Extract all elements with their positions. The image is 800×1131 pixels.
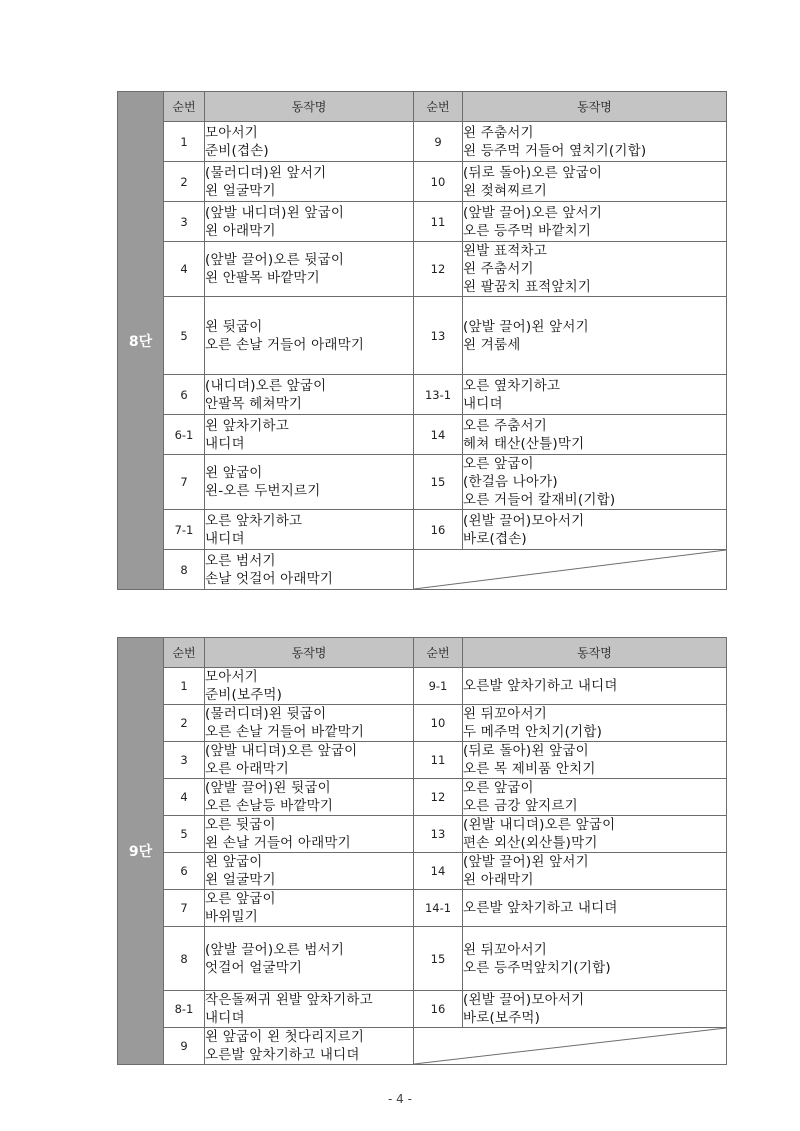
movement-line: 내디뎌: [205, 1010, 245, 1026]
movement-name: [205, 1028, 414, 1065]
movement-name: [463, 890, 727, 927]
movement-line: 내디뎌: [205, 435, 245, 452]
step-number: 1: [164, 122, 205, 162]
step-number: 4: [164, 242, 205, 297]
table-row: [118, 455, 727, 510]
step-number: 14-1: [414, 890, 463, 927]
movement-name: [463, 242, 727, 297]
table-row: [118, 510, 727, 550]
table-row: [118, 375, 727, 415]
movement-line: 오른발 앞차기하고 내디뎌: [205, 1047, 360, 1063]
step-number: 11: [414, 742, 463, 779]
movement-name: [463, 853, 727, 890]
movement-name: [205, 668, 414, 705]
movement-line: 작은돌쩌귀 왼발 앞차기하고: [205, 992, 373, 1008]
step-number: 8: [164, 927, 205, 991]
step-number: 8-1: [164, 991, 205, 1028]
step-number: 10: [414, 705, 463, 742]
step-number: 5: [164, 297, 205, 375]
movement-line: 오른 앞굽이: [205, 891, 276, 907]
movement-name: [205, 162, 414, 202]
movement-name: [463, 816, 727, 853]
header-num: 순번: [164, 638, 205, 668]
movement-name: [463, 991, 727, 1028]
movement-line: 왼 뒤꼬아서기: [463, 706, 547, 722]
table-row: [118, 927, 727, 991]
movement-name: [205, 510, 414, 550]
movement-line: 왼 앞굽이: [205, 854, 263, 870]
header-name: 동작명: [205, 92, 414, 122]
movement-line: 내디뎌: [205, 530, 245, 547]
movement-name: [205, 991, 414, 1028]
step-number: 1: [164, 668, 205, 705]
table-row: [118, 415, 727, 455]
header-name: 동작명: [463, 92, 727, 122]
movement-line: 오른 거들어 칼재비(기합): [463, 492, 616, 508]
movement-name: [205, 779, 414, 816]
step-number: 9: [164, 1028, 205, 1065]
movement-name: [463, 455, 727, 510]
movement-line: (내디뎌)오른 앞굽이: [205, 377, 327, 394]
movement-line: 오른 앞굽이: [463, 780, 534, 796]
movement-line: 오른 손날 거들어 아래막기: [205, 336, 365, 353]
movement-line: 왼 아래막기: [205, 222, 276, 239]
movement-line: 오른 목 제비품 안치기: [463, 761, 596, 777]
movement-name: [205, 202, 414, 242]
step-number: 11: [414, 202, 463, 242]
movement-line: 왼 주춤서기: [463, 124, 534, 141]
movement-line: 오른 아래막기: [205, 761, 289, 777]
movement-line: (왼발 끌어)모아서기: [463, 992, 585, 1008]
empty-cell: [414, 550, 727, 590]
table-row: [118, 162, 727, 202]
movement-line: (앞발 끌어)왼 앞서기: [463, 854, 589, 870]
table-row: [118, 816, 727, 853]
header-num: 순번: [414, 92, 463, 122]
movement-name: [205, 242, 414, 297]
table-row: [118, 991, 727, 1028]
movement-line: (뒤로 돌아)왼 앞굽이: [463, 743, 589, 759]
movement-name: [463, 202, 727, 242]
movement-name: [463, 927, 727, 991]
movement-line: 왼 얼굴막기: [205, 182, 276, 199]
movement-line: 왼 앞굽이: [205, 465, 263, 481]
movement-line: 왼 뒷굽이: [205, 318, 263, 335]
step-number: 4: [164, 779, 205, 816]
movement-line: (앞발 끌어)오른 앞서기: [463, 204, 603, 221]
table-row: [118, 297, 727, 375]
movement-line: 오른발 앞차기하고 내디뎌: [463, 678, 618, 694]
movement-line: 내디뎌: [463, 395, 503, 412]
table-row: [118, 742, 727, 779]
step-number: 14: [414, 415, 463, 455]
rank-label: 8단: [118, 92, 164, 590]
page-number: - 4 -: [388, 1092, 412, 1106]
movement-name: [205, 415, 414, 455]
header-row: [118, 92, 727, 122]
movement-line: 오른 손날 거들어 바깥막기: [205, 724, 365, 740]
step-number: 6: [164, 375, 205, 415]
table-row: [118, 550, 727, 590]
movement-line: 바로(보주먹): [463, 1010, 541, 1026]
step-number: 16: [414, 510, 463, 550]
movement-line: 모아서기: [205, 124, 258, 141]
movement-line: (앞발 내디뎌)오른 앞굽이: [205, 743, 358, 759]
step-number: 9: [414, 122, 463, 162]
movement-line: 왼발 표적차고: [463, 243, 547, 259]
movement-name: [205, 816, 414, 853]
movement-line: (물러디뎌)왼 뒷굽이: [205, 706, 327, 722]
movement-line: (물러디뎌)왼 앞서기: [205, 164, 327, 181]
movement-line: 왼 겨룸세: [463, 336, 521, 353]
movement-line: 편손 외산(외산틀)막기: [463, 835, 598, 851]
movement-line: (한걸음 나아가): [463, 474, 558, 490]
movement-line: 바로(겹손): [463, 530, 527, 547]
step-number: 7-1: [164, 510, 205, 550]
step-number: 6-1: [164, 415, 205, 455]
header-name: 동작명: [205, 638, 414, 668]
movement-name: [463, 510, 727, 550]
movement-line: 왼 주춤서기: [463, 261, 534, 277]
step-number: 12: [414, 242, 463, 297]
movement-name: [463, 162, 727, 202]
step-number: 8: [164, 550, 205, 590]
movement-name: [463, 297, 727, 375]
movement-line: 안팔목 헤쳐막기: [205, 395, 303, 412]
header-row: [118, 638, 727, 668]
movement-name: [463, 668, 727, 705]
movement-name: [205, 742, 414, 779]
movement-name: [205, 890, 414, 927]
movement-name: [205, 297, 414, 375]
movement-line: 모아서기: [205, 669, 258, 685]
movement-line: 왼 앞차기하고: [205, 417, 289, 434]
step-number: 7: [164, 455, 205, 510]
movement-line: 바위밀기: [205, 909, 258, 925]
form-table-9dan: [117, 637, 727, 1065]
movement-line: 오른 앞굽이: [463, 456, 534, 472]
form-table-8dan: [117, 91, 727, 590]
movement-line: 헤쳐 태산(산틀)막기: [463, 435, 585, 452]
rank-label: 9단: [118, 638, 164, 1065]
step-number: 13-1: [414, 375, 463, 415]
table-row: [118, 853, 727, 890]
movement-line: 준비(보주먹): [205, 687, 283, 703]
movement-name: [205, 550, 414, 590]
movement-line: 왼 젖혀찌르기: [463, 182, 547, 199]
table-row: [118, 779, 727, 816]
movement-line: 왼 손날 거들어 아래막기: [205, 835, 351, 851]
movement-line: 두 메주먹 안치기(기합): [463, 724, 603, 740]
movement-name: [463, 779, 727, 816]
movement-name: [463, 705, 727, 742]
movement-name: [205, 927, 414, 991]
movement-line: 왼 뒤꼬아서기: [463, 941, 547, 958]
movement-line: (앞발 끌어)왼 뒷굽이: [205, 780, 331, 796]
table-row: [118, 1028, 727, 1065]
movement-line: 왼 안팔목 바깥막기: [205, 270, 320, 286]
movement-line: 엇걸어 얼굴막기: [205, 959, 303, 976]
movement-name: [463, 742, 727, 779]
movement-line: 오른발 앞차기하고 내디뎌: [463, 900, 618, 916]
movement-line: (앞발 내디뎌)왼 앞굽이: [205, 204, 345, 221]
empty-cell: [414, 1028, 727, 1065]
movement-line: 왼-오른 두번지르기: [205, 483, 321, 499]
step-number: 16: [414, 991, 463, 1028]
table-row: [118, 890, 727, 927]
movement-line: 왼 앞굽이 왼 첫다리지르기: [205, 1029, 365, 1045]
step-number: 2: [164, 162, 205, 202]
movement-line: 왼 얼굴막기: [205, 872, 276, 888]
movement-line: (왼발 내디뎌)오른 앞굽이: [463, 817, 616, 833]
movement-line: 오른 앞차기하고: [205, 512, 303, 529]
movement-line: (뒤로 돌아)오른 앞굽이: [463, 164, 603, 181]
movement-line: 왼 등주먹 거들어 옆치기(기합): [463, 142, 647, 159]
table-row: [118, 705, 727, 742]
step-number: 2: [164, 705, 205, 742]
step-number: 6: [164, 853, 205, 890]
movement-line: 오른 등주먹 바깥치기: [463, 222, 592, 239]
step-number: 5: [164, 816, 205, 853]
table-row: [118, 242, 727, 297]
header-name: 동작명: [463, 638, 727, 668]
movement-line: 오른 등주먹앞치기(기합): [463, 959, 611, 976]
header-num: 순번: [164, 92, 205, 122]
step-number: 13: [414, 816, 463, 853]
movement-name: [463, 122, 727, 162]
step-number: 3: [164, 202, 205, 242]
step-number: 3: [164, 742, 205, 779]
table-row: [118, 122, 727, 162]
step-number: 15: [414, 927, 463, 991]
step-number: 9-1: [414, 668, 463, 705]
movement-line: 오른 옆차기하고: [463, 377, 561, 394]
movement-name: [205, 455, 414, 510]
movement-line: 오른 손날등 바깥막기: [205, 798, 334, 814]
step-number: 15: [414, 455, 463, 510]
movement-line: 오른 주춤서기: [463, 417, 547, 434]
step-number: 10: [414, 162, 463, 202]
step-number: 12: [414, 779, 463, 816]
movement-line: 오른 금강 앞지르기: [463, 798, 578, 814]
movement-name: [205, 375, 414, 415]
movement-line: 왼 팔꿈치 표적앞치기: [463, 279, 592, 295]
diagonal-line: [414, 550, 726, 589]
movement-name: [205, 853, 414, 890]
movement-line: 오른 뒷굽이: [205, 817, 276, 833]
header-num: 순번: [414, 638, 463, 668]
movement-line: 손날 엇걸어 아래막기: [205, 570, 334, 587]
movement-line: 왼 아래막기: [463, 872, 534, 888]
movement-name: [205, 122, 414, 162]
movement-line: (앞발 끌어)왼 앞서기: [463, 318, 589, 335]
movement-name: [463, 415, 727, 455]
step-number: 14: [414, 853, 463, 890]
movement-line: (앞발 끌어)오른 뒷굽이: [205, 252, 345, 268]
table-row: [118, 202, 727, 242]
movement-line: 준비(겹손): [205, 142, 269, 159]
table-row: [118, 668, 727, 705]
movement-name: [463, 375, 727, 415]
diagonal-line: [414, 1028, 726, 1064]
movement-line: 오른 범서기: [205, 552, 276, 569]
movement-line: (왼발 끌어)모아서기: [463, 512, 585, 529]
step-number: 13: [414, 297, 463, 375]
movement-name: [205, 705, 414, 742]
movement-line: (앞발 끌어)오른 범서기: [205, 941, 345, 958]
step-number: 7: [164, 890, 205, 927]
